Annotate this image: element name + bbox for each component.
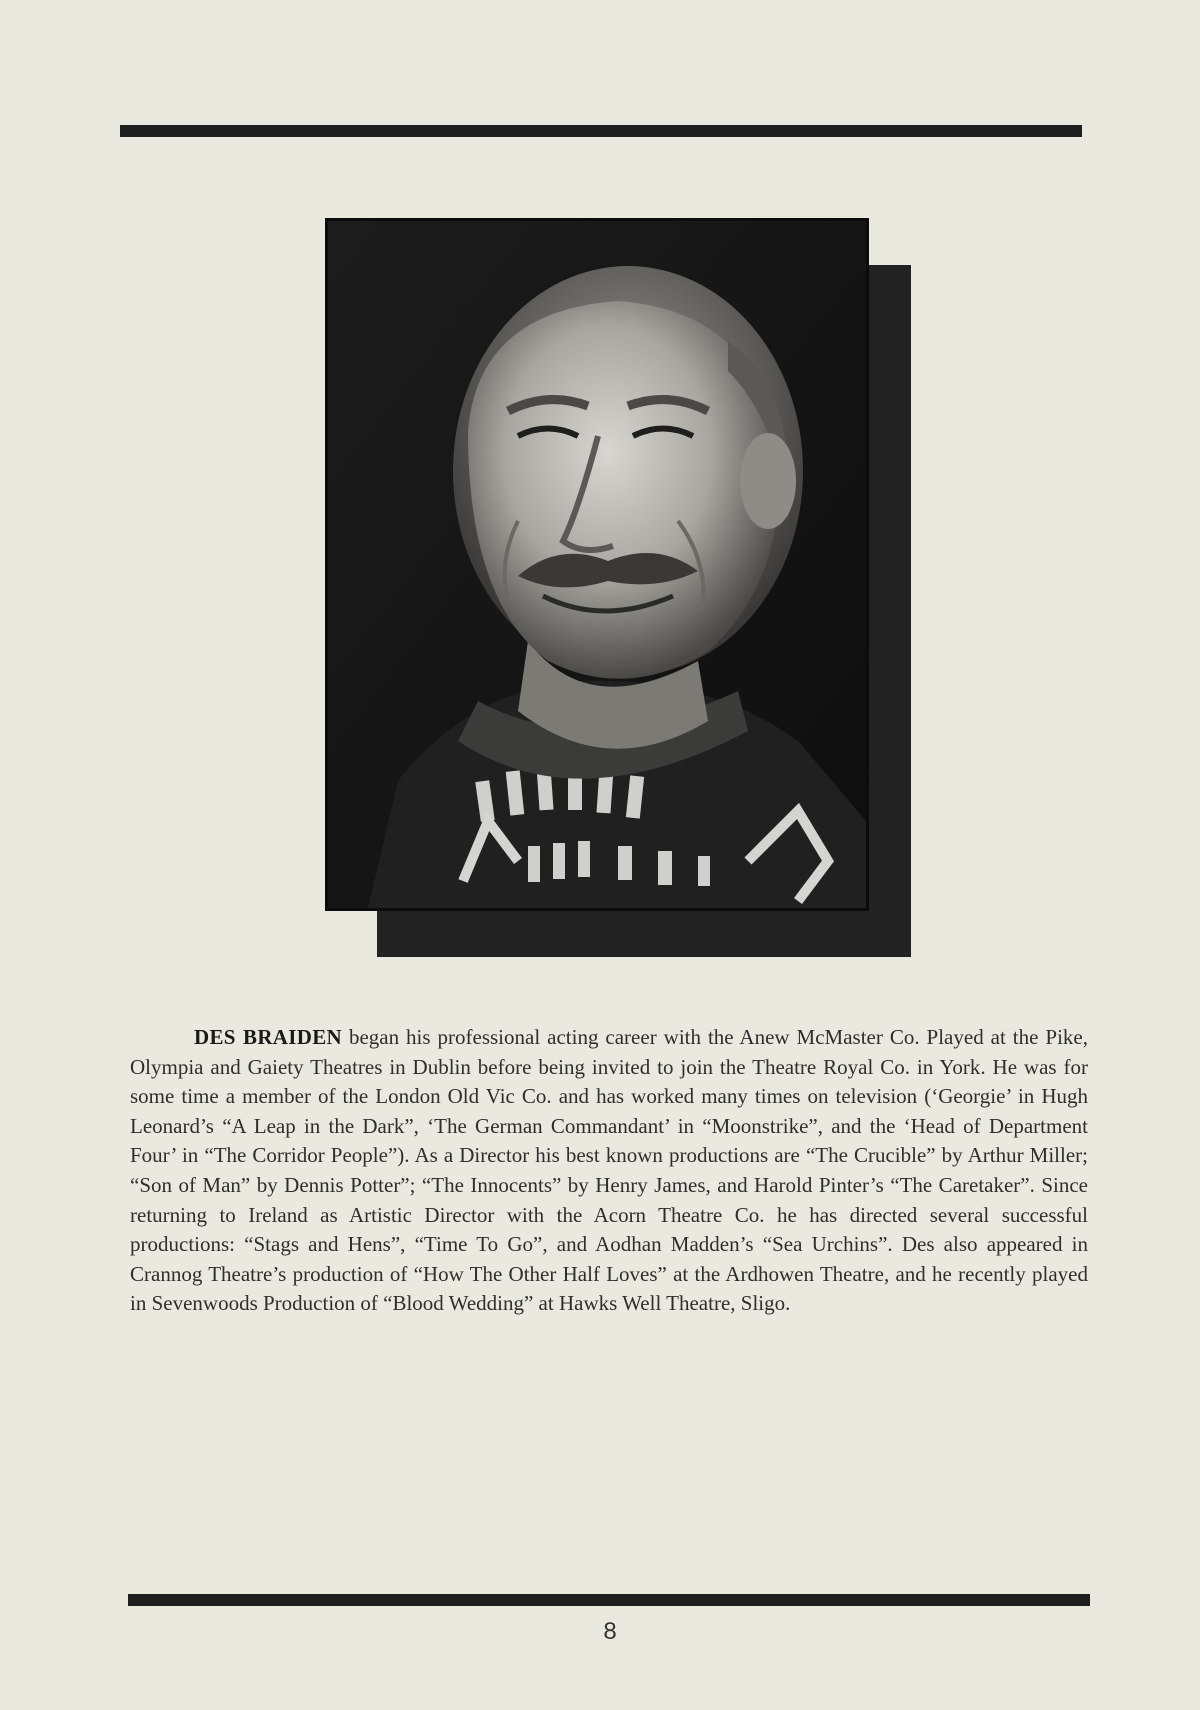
portrait-photo bbox=[325, 218, 869, 911]
bio-name: DES BRAIDEN bbox=[194, 1025, 342, 1049]
top-rule bbox=[120, 125, 1082, 137]
page-number: 8 bbox=[603, 1618, 617, 1645]
portrait-illustration bbox=[328, 221, 866, 908]
biography-paragraph bbox=[130, 1023, 1088, 1319]
bottom-rule bbox=[128, 1594, 1090, 1606]
bio-text: began his professional acting career with the Anew McMaster Co. Played at the Pike, Olympia and Gaiety Theatres in Dublin before being invited to join the Theatre Royal Co. in York. He was for some time a member of the London Old Vic Co. and has worked many times on television (‘Georgie’ in Hugh Leonard’s “A Leap in the Dark”, ‘The German Commandant’ in “Moonstrike”, and the ‘Head of Department Four’ in “The Corridor People”). As a Director his best known productions are “The Crucible” by Arthur Miller; “Son of Man” by Dennis Potter”; “The Innocents” by Henry James, and Harold Pinter’s “The Caretaker”. Since returning to Ireland as Artistic Director with the Acorn Theatre Co. he has directed several successful productions: “Stags and Hens”, “Time To Go”, and Aodhan Madden’s “Sea Urchins”. Des also appeared in Crannog Theatre’s production of “How The Other Half Loves” at the Ardhowen Theatre, and he recently played in Sevenwoods Production of “Blood Wedding” at Hawks Well Theatre, Sligo. bbox=[130, 1025, 1088, 1316]
